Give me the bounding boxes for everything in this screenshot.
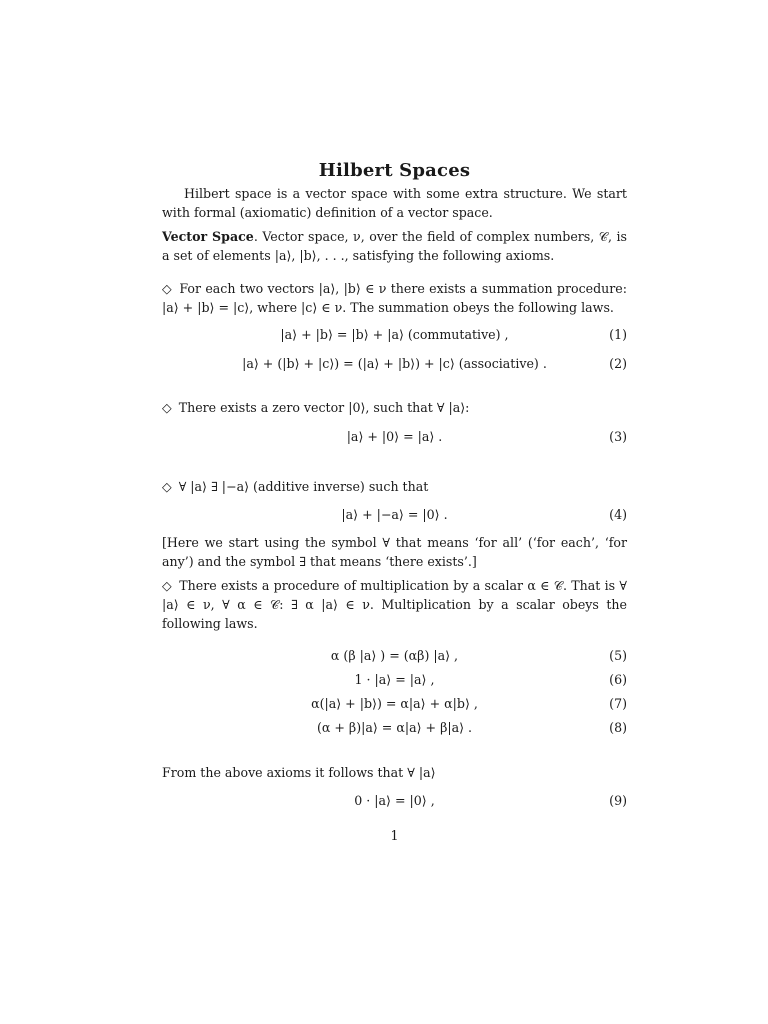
diamond-bullet-icon: ◇ <box>162 400 172 415</box>
equation-5 <box>162 646 627 666</box>
intro-paragraph: Hilbert space is a vector space with some extra structure. We start with formal (axiomatic) definition of a vector space. <box>162 186 627 220</box>
diamond-bullet-icon: ◇ <box>162 479 172 494</box>
equation-number: (6) <box>609 672 627 687</box>
equation-6 <box>162 670 627 690</box>
equation-expression: (α + β)|a⟩ = α|a⟩ + β|a⟩ . <box>316 720 473 735</box>
equation-8 <box>162 718 627 738</box>
equation-number: (8) <box>609 720 627 735</box>
axiom-summation-paragraph <box>162 279 627 317</box>
axiom-scalar-paragraph <box>162 576 627 633</box>
page-number: 1 <box>390 828 399 843</box>
equation-expression: 0 · |a⟩ = |0⟩ , <box>354 793 435 808</box>
axiom-inverse-text: ∀ |a⟩ ∃ |−a⟩ (additive inverse) such that <box>178 479 429 494</box>
equation-number: (5) <box>609 648 627 663</box>
equation-number: (2) <box>609 356 627 371</box>
equation-3 <box>162 427 627 447</box>
equation-number: (9) <box>609 793 627 808</box>
equation-number: (4) <box>609 507 627 522</box>
axiom-summation-text: For each two vectors |a⟩, |b⟩ ∈ ν there exists a summation procedure: |a⟩ + |b⟩ = |c⟩, where |c⟩ ∈ ν. The summation obeys the following laws. <box>162 281 627 315</box>
equation-expression: |a⟩ + |−a⟩ = |0⟩ . <box>341 507 448 522</box>
equation-7 <box>162 694 627 714</box>
page-title: Hilbert Spaces <box>318 160 471 181</box>
equation-9 <box>162 791 627 811</box>
axiom-zero-text: There exists a zero vector |0⟩, such that ∀ |a⟩: <box>178 400 470 415</box>
equation-number: (1) <box>609 327 627 342</box>
axiom-inverse-paragraph <box>162 477 627 496</box>
equation-expression: α(|a⟩ + |b⟩) = α|a⟩ + α|b⟩ , <box>311 696 478 711</box>
vector-space-heading: Vector Space <box>162 229 254 244</box>
axiom-scalar-text: There exists a procedure of multiplication by a scalar α ∈ 𝒞. That is ∀ |a⟩ ∈ ν, ∀ α ∈ 𝒞: ∃ α |a⟩ ∈ ν. Multiplication by a scalar obeys the following laws. <box>162 578 627 631</box>
document-page <box>162 0 627 1024</box>
equation-2 <box>162 354 627 374</box>
equation-expression: α (β |a⟩ ) = (αβ) |a⟩ , <box>330 648 459 663</box>
diamond-bullet-icon: ◇ <box>162 578 172 593</box>
symbol-note-paragraph: [Here we start using the symbol ∀ that means ‘for all’ (‘for each’, ‘for any’) and the symbol ∃ that means ‘there exists’.] <box>162 535 627 569</box>
consequence-paragraph: From the above axioms it follows that ∀ |a⟩ <box>162 765 436 780</box>
axiom-zero-paragraph <box>162 398 627 417</box>
equation-expression: |a⟩ + (|b⟩ + |c⟩) = (|a⟩ + |b⟩) + |c⟩ (associative) . <box>242 356 547 371</box>
diamond-bullet-icon: ◇ <box>162 281 173 296</box>
vector-space-text: . Vector space, ν, over the field of complex numbers, 𝒞, is a set of elements |a⟩, |b⟩, . . ., satisfying the following axioms. <box>162 229 628 263</box>
equation-4 <box>162 505 627 525</box>
equation-expression: |a⟩ + |0⟩ = |a⟩ . <box>346 429 443 444</box>
vector-space-paragraph <box>162 227 627 265</box>
equation-expression: |a⟩ + |b⟩ = |b⟩ + |a⟩ (commutative) , <box>280 327 509 342</box>
equation-number: (7) <box>609 696 627 711</box>
equation-1 <box>162 325 627 345</box>
equation-expression: 1 · |a⟩ = |a⟩ , <box>354 672 435 687</box>
equation-number: (3) <box>609 429 627 444</box>
